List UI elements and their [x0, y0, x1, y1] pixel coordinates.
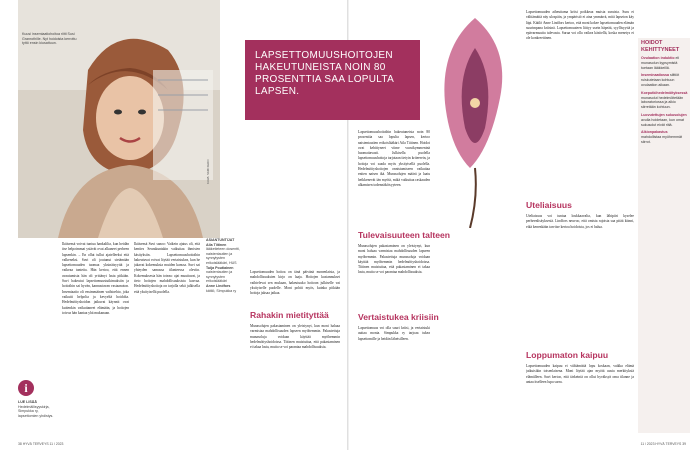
column-5-text: Lapsettomuuden aiheuttama kriisi poikkeaa muista suruista. Suru ei välttämättä näy ulospäin, ja ympäristö ei aina ymmärrä, mitä lapseton käy läpi. Kätilö Anne Lindfors kertoo, että moni kokee lapsettomuuden elämän suurimpana kriisinä. Lapsettomuuteen liittyy usein häpeää, syyllisyyttä ja epävarmuutta tulevasta. Surua voi olla vaikea käsitellä, koska menetys ei ole konkreettinen.: [526, 10, 634, 41]
expert-3-name: Anne Lindfors: [206, 283, 231, 288]
column-4c: [358, 326, 430, 430]
photo-credit: KUVA: SAMI KERO: [206, 159, 210, 184]
expert-caption: [206, 238, 244, 293]
sidebar-item-text: avulla hoidetaan, kun omat sukusolut eivät riitä.: [641, 117, 684, 127]
column-5: [526, 10, 634, 196]
sidebar-item-text: eli munasolun kypsymistä tuetaan lääkkeillä.: [641, 56, 680, 70]
expert-2-name: Tuija Poutiainen: [206, 265, 234, 270]
heading-uteliaisuus: Uteliaisuus: [526, 200, 572, 210]
expert-2-title: naistentautien ja synnytysten erikoislääkäri: [206, 270, 233, 284]
column-2-text: Ikäisensä Suvi sanoo: Vaikein ajatus oli, että kenties Seurakuntakin vaikuttaa ihmisten käsityksiin. Lapsettomuushoitoihin hakeutuvat voivat löytää vertaistukea, kun he jakavat kokemuksia muiden kanssa. Suvi sai yhteyden samassa tilanteessa oleviin. Kokemuksesta hän toteaa: ajat muuttuvat, ja tieto hoitojen mahdollisuuksista kasvaa. Hedelmöityshoitoja on tarjolla sekä julkisella että yksityisellä puolella.: [134, 242, 200, 294]
orchid-illustration: [430, 8, 520, 228]
column-5c: [526, 364, 634, 430]
heading-vertaistukea: Vertaistukea kriisiin: [358, 312, 439, 322]
column-5b: [526, 214, 634, 344]
column-4b-text: Munasolujen pakastaminen on yleistynyt, kun moni haluaa varmistaa mahdollisuuden lapseen myöhemmin. Pakastettuja munasoluja voidaan käyttää myöhemmin hedelmöityshoidoissa. Tiitinen muistuttaa, että pakastaminen ei takaa lasta, mutta se voi parantaa mahdollisuuksia.: [358, 244, 430, 275]
column-4-text: Lapsettomuushoitoihin hakeutuneista noin 80 prosenttia saa lopulta lapsen, kertoo naistentautien erikoislääkäri Aila Tiitinen. Hoidot ovat kehittyneet viime vuosikymmeninä huomattavasti. Julkisella puolella lapsettomuushoitoja tarjotaan tietyin kriteerein, ja hoitoja voi saada myös yksityisellä puolella. Hedelmöityshoitojen onnistumiseen vaikuttaa eniten naisen ikä. Munasolujen määrä ja laatu heikkenevät iän myötä, mikä vaikuttaa raskauden alkamisen todennäköisyyteen.: [358, 130, 430, 187]
photo-caption: Kuusi insemiaatiohoitoa riitti Susi Granrothille. Nyt hoidoista kerrottu tyttö ensin kiusattuun.: [22, 32, 77, 46]
right-page-footer: 11 / 2023 HYVÄ TERVEYS 39: [640, 442, 686, 446]
sidebar-item-text: munasolut hedelmöitetään laboratoriossa ja alkio siirretään kohtuun.: [641, 95, 684, 110]
column-5b-text: Uteliaisuus voi tuntua loukkaavalta, kun lähipiiri kyselee perheenlisäyksestä. Lindfors neuvoo, että omista rajoista saa pitää kiinni, eikä kenenkään tarvitse kertoa hoidoista, jos ei halua.: [526, 214, 634, 229]
sidebar-item: [641, 91, 687, 110]
pullquote: LAPSETTOMUUSHOITOJEN HAKEUTUNEISTA NOIN 80 PROSENTTIA SAA LOPULTA LAPSEN.: [255, 50, 394, 97]
sidebar-item-lead: Inseminaatiossa: [641, 73, 669, 78]
column-4c-text: Lapsettomuus voi olla suuri kriisi, ja vertaistuki auttaa monia. Simpukka ry tarjoaa tukea lapsettomille ja heidän läheisilleen.: [358, 326, 430, 341]
sidebar-item-lead: Koeputkihedelmöityksessä: [641, 90, 688, 95]
column-5c-text: Lapsettomuuden kaipuu ei välttämättä lopu koskaan, vaikka elämä jatkuisikin toisenlaisena. Moni löytää ajan myötä uusia merkityksiä elämälleen. Suvi kertoo, että tärkeintä on ollut hyväksyä oma tilanne ja antaa itselleen lupa surra.: [526, 364, 634, 384]
expert-1-name: Aila Tiitinen: [206, 242, 227, 247]
sidebar-item: [641, 113, 687, 127]
info-i-icon: i: [18, 380, 34, 396]
sidebar-item-lead: Luovutettujen sukusolujen: [641, 112, 687, 117]
sidebar-item-lead: Alkionpakastus: [641, 130, 668, 135]
column-4: [358, 130, 430, 225]
column-3-intro-text: Lapsettomuuden hoitoa on tänä päivänä monenlaista, ja mahdollisuuksien kirjo on laaja. Hoitojen kustannukset vaihtelevat sen mukaan, hakeutuuko hoitoon julkiselle vai yksityiselle puolelle. Moni pohtii myös, kuinka pitkään hoitoja jaksaa jatkaa.: [250, 270, 340, 296]
heading-rahakin: Rahakin mietityttää: [250, 310, 329, 320]
sidebar-box: [638, 38, 690, 433]
info-box-text: Hedelmällisyyskirja, Simpukka ry, lapsettomien yhdistys.: [18, 404, 54, 418]
column-3-intro: [250, 270, 340, 300]
column-3-money-text: Munasolujen pakastaminen on yleistynyt, kun moni haluaa varmistaa mahdollisuuden lapseen myöhemmin. Pakastettuja munasoluja voidaan käyttää myöhemmin hedelmöityshoidoissa. Tiitinen muistuttaa, että pakastaminen ei takaa lasta, mutta se voi parantaa mahdollisuuksia.: [250, 324, 340, 350]
sidebar-item: [641, 130, 687, 144]
sidebar-item: [641, 56, 687, 70]
info-box: [18, 400, 58, 418]
info-box-title: LUE LISÄÄ: [18, 400, 37, 404]
column-1: [62, 242, 129, 430]
sidebar-title: HOIDOT KEHITTYNEET: [641, 40, 680, 53]
sidebar-item-text: siittiöt ruiskutetaan kohtuun ovulaation aikaan.: [641, 73, 680, 87]
sidebar-item-text: mahdollistaa myöhemmät siirrot.: [641, 135, 682, 144]
expert-1-title: lääketieteen dosentti, naistentautien ja synnytysten erikoislääkäri, HUS: [206, 247, 240, 265]
expert-caption-title: ASIANTUNTIJAT: [206, 238, 235, 242]
column-4b: [358, 244, 430, 306]
sidebar-item-lead: Ovulaation induktio: [641, 56, 675, 60]
heading-tulevaisuuteen: Tulevaisuuteen talteen: [358, 230, 451, 240]
column-3-money: [250, 324, 340, 430]
heading-loppumaton: Loppumaton kaipuu: [526, 350, 609, 360]
column-1-text: Ikäisensä voivat tuntua hankalilta, kun heidän itse helpoimmat ystävät ovat alkaneet perheen lapsenkin. – En ollut tullut ajatelleeksi että valkeneksi. Suvi oli joutunut sietämään lapsettomuuden tuomaa yksinäisyyttä ja vaikeaa tunteita. Hän kertoo, että ennen avautumista hän oli yrittänyt lasta pitkään. Suvi hakeutui lapsettomuustutkimuksiin ja hoitoihin sai hyvän, kannustavan vastaanoton. Insemiaatio oli ensimmäinen vaihtoehto, joka vaikutti helpolta ja kevyeltä hoidolta. Hedelmöityshoidon jatkuvat käynnit ovat kuitenkin vaikuttaneet elämään, ja hoitojen toivoa hän kantaa yhä mukanaan.: [62, 242, 129, 315]
left-page-footer: 38 HYVÄ TERVEYS 11 / 2023: [18, 442, 64, 446]
expert-3-title: kätilö, Simpukka ry: [206, 288, 237, 293]
column-2: [134, 242, 200, 430]
sidebar-item: [641, 73, 687, 87]
